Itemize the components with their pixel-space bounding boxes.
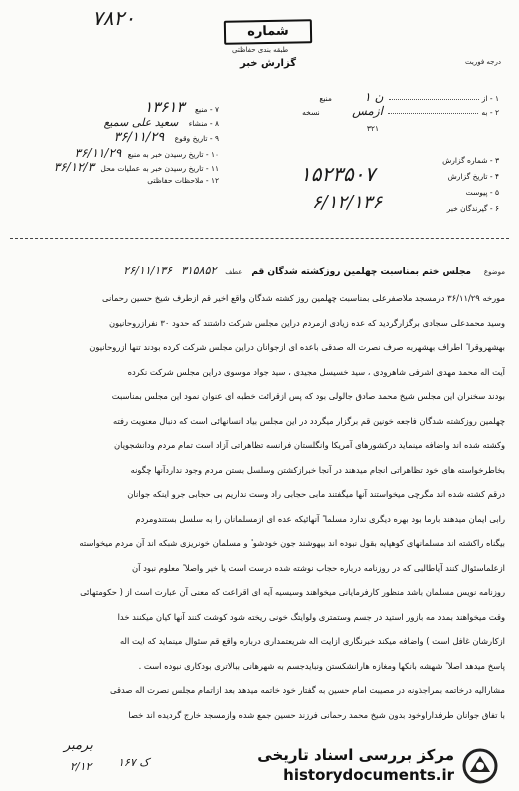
handwritten-number: ۷۸۲۰ (92, 6, 135, 30)
field-8: ۸ - منشاء سعید علی سمیع (103, 116, 219, 129)
body-line: ازکارشان غافل است ) واضافه میکند خبرنگاری ازایت اله شریعتمداری درباره واقع قم سئوال مینماید که ایت اله (119, 636, 505, 646)
field-recipients: ۶ - گیرندگان خبر (446, 204, 499, 213)
watermark-title: مرکز بررسی اسناد تاریخی (257, 746, 454, 764)
field-recipient: ۲ - به ازمس نسخه (302, 104, 499, 118)
body-line: بیگناه راکشته اند مسلمانهای کوهپایه بقول نبوده اند بیهوشند جون خودشو ٔ و مسلمان خونریزی شبکه اند آن مردم میخواسته (79, 538, 505, 548)
field-11: ۱۱ - تاریخ رسیدن خبر به عملیات محل ۳۶/۱۲/۳ (53, 160, 219, 174)
body-line: ازعلماسئوال کنند آیاطالبی که در روزنامه درباره حجاب نوشته شده درست است یا خیر واصلا ً معلوم نبود آن (132, 562, 505, 573)
field-report-number: ۳ - شماره گزارش (442, 156, 499, 165)
classification-label: طبقه بندی حفاظتی (232, 46, 289, 54)
archive-watermark (6, 746, 506, 788)
body-line: بودند سخنران این مجلس شیخ محمد صادق جالولی بود که پس ازقرائت خطبه ای عنوان نمود این مجلس بمناسبت (111, 391, 505, 401)
archive-logo-icon (460, 746, 500, 786)
stamp-text: شماره (247, 23, 289, 40)
signature-date: ۲/۱۲ (70, 760, 92, 773)
report-number-value: ۱۵۲۳۵۰۷ (300, 162, 376, 186)
body-line: روزنامه نویس مسلمان باشد منظور کارفرمایانی میخواهند وسیسیه آیه ای اقراعت که معنی آن عبارت است از ( حکومتهائی (80, 587, 505, 597)
body-line: بخاطرخواسته های خود تظاهراتی انجام میدهند در آنجا خبرازکشتن وسلسل بستن مردم وجود نداردآنها چگونه (130, 464, 505, 475)
field-attachment: ۵ - پیوست (465, 188, 499, 197)
field-12: ۱۲ - ملاحظات حفاظتی (147, 176, 219, 185)
header-divider (10, 238, 509, 239)
field-9: ۹ - تاریخ وقوع ۳۶/۱۱/۲۹ (113, 130, 219, 145)
report-date-value: ۶/۱۲/۱۳۶ (312, 192, 383, 213)
field-source: ۱ - از ن ۱ منبع (319, 90, 499, 104)
body-line: وسید محمدعلی سجادی برگزارگردید که عده زیادی ازمردم دراین مجلس شرکت داشتند که حدود ۳۰ نفرازروحانیون (109, 317, 505, 328)
body-line: وکشته شده اند واضافه مینماید درکشورهای آمریکا وانگلستان فرانسه تظاهراتی آزاد است تمام مردم ودانشجویان (114, 440, 505, 450)
body-line: درقم کشته شده اند مگرچی میخواستند آنها میگفتند مابی حجابی راد وست نداریم بی حجابی جرو اینکه جوانان (127, 489, 505, 499)
body-line: مورخه ۳۶/۱۱/۲۹ درمسجد ملاصفرعلی بمناسبت چهلمین روز کشته شدگان واقع اخیر قم ازطرف شیخ حسین رحمانی (102, 293, 505, 303)
report-title: گزارش خبر (240, 58, 297, 69)
body-line: پاسخ میدهد اصلا ً شهشه بانکها ومغازه هارانشکستن ونبایدجسم به شهرهانی ببالاتری بودکاری نبوده است . (138, 660, 505, 671)
field-7: ۷ - منبع ۱۳۶۱۳ (144, 98, 219, 116)
field-10: ۱۰ - تاریخ رسیدن خبر به منبع ۳۶/۱۱/۲۹ (74, 146, 219, 160)
signature-1: برمبر (64, 738, 93, 753)
body-line: بهشهروقرا ٔ اطراف بهشهربه صرف نصرت اله صدقی باعده ای ازجوانان دراین مجلس شرکت کرده بودند تنها ازروحانیون (89, 342, 505, 352)
watermark-url: historydocuments.ir (283, 766, 454, 784)
body-line: وقت میخواهند بمدد مه بازور استید در جسم وستمتری ولوایتگ خونی ریخته شود کوشت کنند آنها کیان میکنند خدا (117, 611, 505, 622)
field-report-date: ۴ - تاریخ گزارش (447, 172, 499, 181)
body-line: چهلمین روزکشته شدگان فاجعه خونین قم برگزار میگردد در این مجلس بیاد انسانهائی است که دنبال معنویت رفته (112, 415, 505, 426)
subject-line: موضوع مجلس ختم بمناسبت چهلمین روزکشته شدگان قم عطف ۳۱۵۸۵۲ ۲۶/۱۱/۱۳۶ (123, 264, 505, 277)
body-line: با تفاق جوانان طرفداراوخود بدون شیخ محمد رحمانی فرزند حسین جمع شده وازمسجد خارج گردیده اند خصا (128, 709, 505, 720)
body-line: رابی ایمان میدهند بارما بود بهره دیگری ندارد مسلما ً آنهائیکه عده ای ازمسلمانان را به سلسل بستندومردم (135, 513, 505, 524)
number-stamp (224, 19, 312, 45)
signature-2: ک ۱۶۷ (118, 756, 150, 769)
field-number-321: ۳۲۱ (366, 124, 379, 133)
body-line: آیت اله محمد مهدی اشرفی شاهرودی ، سید خسیسل مجیدی ، سید جواد موسوی دراین مجلس شرکت نکرده (127, 366, 505, 377)
urgency-label: درجه فوریت (465, 58, 501, 66)
body-line: مشارالیه درخاتمه بمراجذونه در مصیبت امام حسین به گفتار خود خاتمه میدهد بعد ازاتمام مجلس نصرت اله صدقی (109, 685, 505, 695)
